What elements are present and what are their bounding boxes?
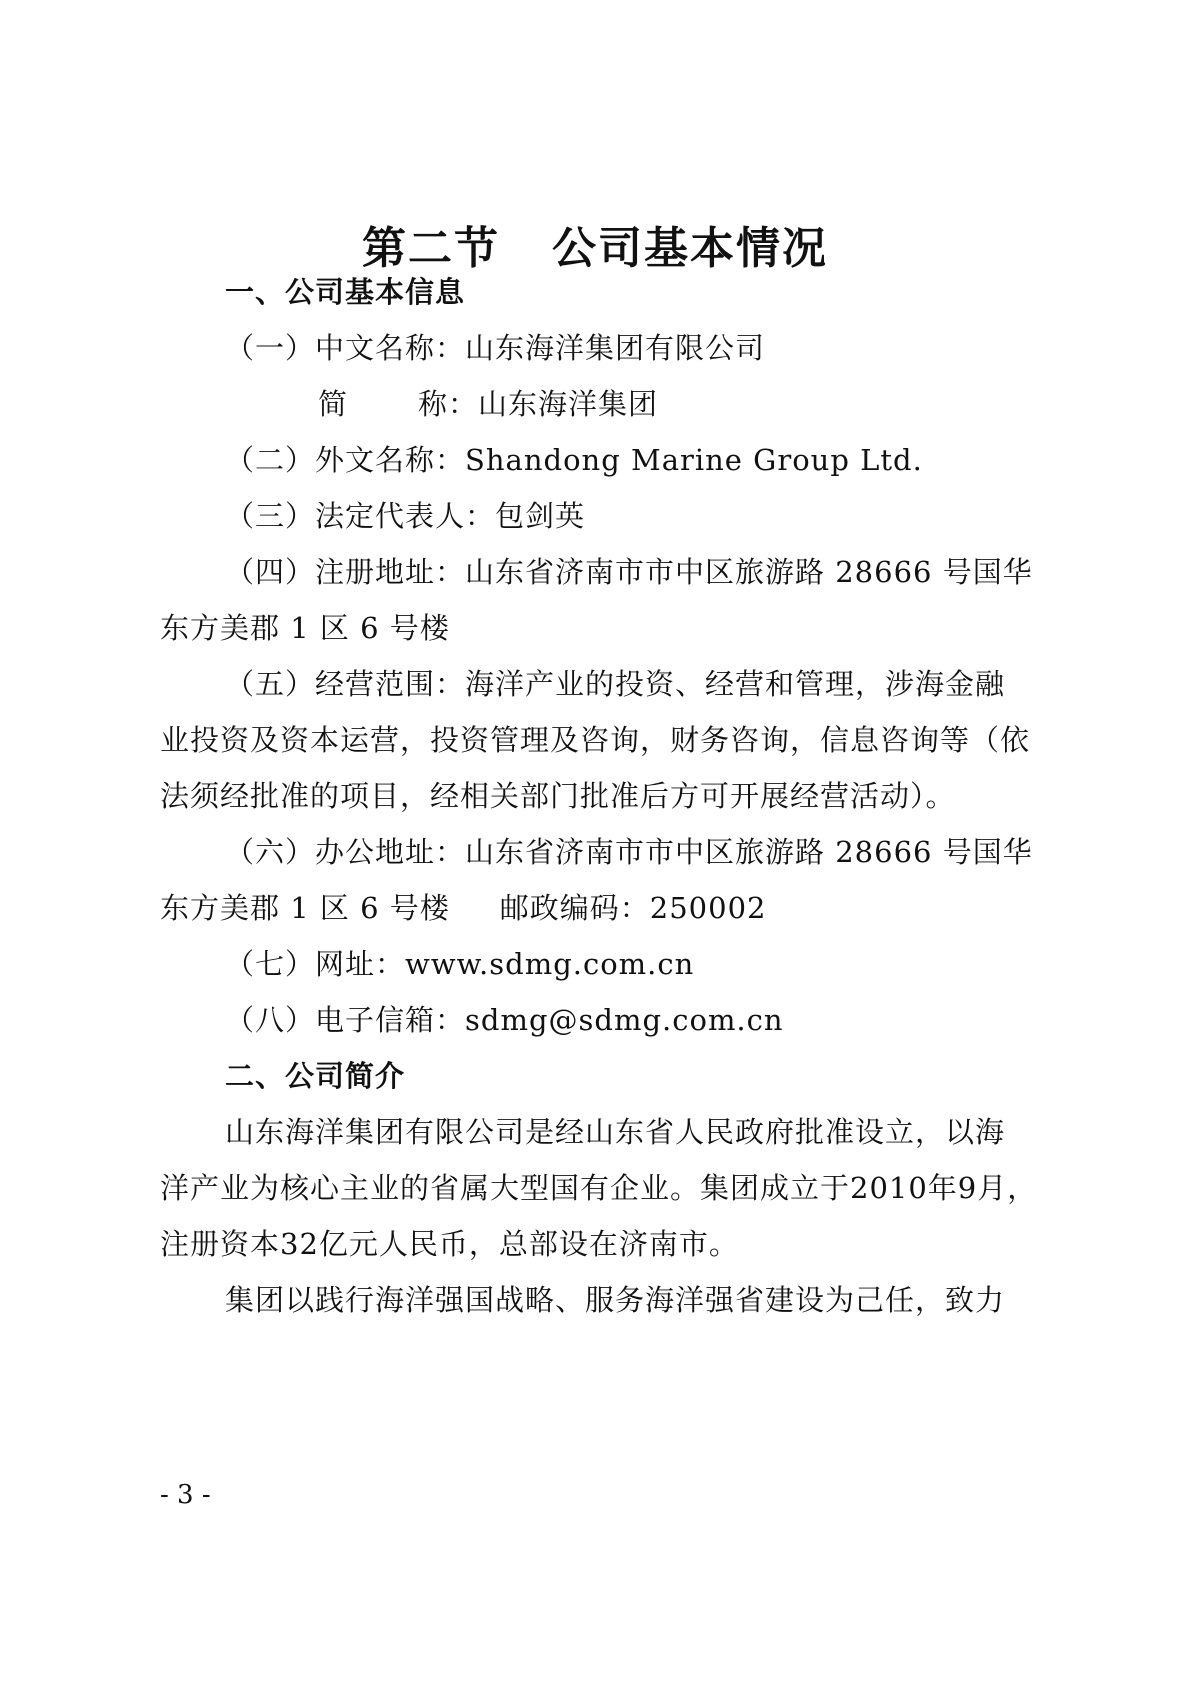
section-title: [0, 212, 1190, 276]
info-office-addr-line1: （六）办公地址：山东省济南市市中区旅游路 28666 号国华: [225, 835, 1033, 869]
info-reg-addr-line1: （四）注册地址：山东省济南市市中区旅游路 28666 号国华: [225, 555, 1033, 589]
intro-p1-line1: 山东海洋集团有限公司是经山东省人民政府批准设立，以海: [225, 1115, 1006, 1149]
page-number: - 3 -: [160, 1480, 211, 1510]
info-scope-line2: 业投资及资本运营，投资管理及咨询，财务咨询，信息咨询等（依: [160, 723, 1031, 757]
section-number: 第二节: [362, 223, 500, 274]
info-scope-line1: （五）经营范围：海洋产业的投资、经营和管理，涉海金融: [225, 667, 1006, 701]
info-website: （七）网址：www.sdmg.com.cn: [225, 947, 695, 981]
heading-basic-info: 一、公司基本信息: [225, 275, 466, 309]
section-name: 公司基本情况: [552, 223, 828, 274]
intro-p1-line3: 注册资本32亿元人民币，总部设在济南市。: [160, 1227, 739, 1261]
short-name-label-2: 称：: [418, 387, 479, 421]
office-addr-tail: 东方美郡 1 区 6 号楼: [160, 891, 450, 925]
info-scope-line3: 法须经批准的项目，经相关部门批准后方可开展经营活动）。: [160, 779, 956, 813]
info-office-addr-line2: [160, 886, 767, 927]
heading-company-profile: 二、公司简介: [225, 1059, 406, 1093]
intro-p1-line2: 洋产业为核心主业的省属大型国有企业。集团成立于2010年9月，: [160, 1171, 1038, 1205]
postcode: 邮政编码：250002: [499, 891, 767, 925]
info-short-name: [318, 382, 658, 423]
intro-p2-line1: 集团以践行海洋强国战略、服务海洋强省建设为己任，致力: [225, 1283, 1006, 1317]
info-cn-name: （一）中文名称：山东海洋集团有限公司: [225, 331, 766, 365]
info-legal-rep: （三）法定代表人：包剑英: [225, 499, 586, 533]
short-name-label: 简: [318, 387, 349, 421]
info-reg-addr-line2: 东方美郡 1 区 6 号楼: [160, 611, 450, 645]
info-en-name: （二）外文名称：Shandong Marine Group Ltd.: [225, 443, 923, 477]
info-email: （八）电子信箱：sdmg@sdmg.com.cn: [225, 1003, 784, 1037]
short-name-value: 山东海洋集团: [478, 387, 659, 421]
